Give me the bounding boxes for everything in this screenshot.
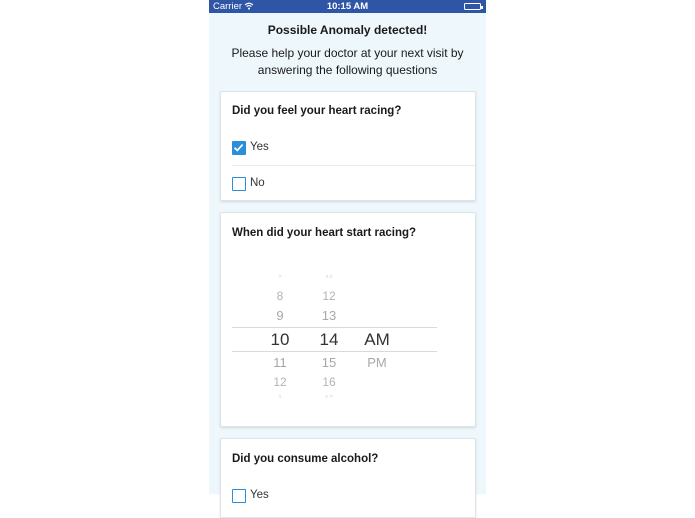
minute-option[interactable]: 11 [324,274,334,279]
period-option-selected[interactable]: AM [364,330,390,349]
phone-screen [209,0,486,501]
period-wheel[interactable] [357,275,397,407]
time-picker[interactable] [232,275,437,407]
minute-wheel[interactable] [309,275,349,407]
option-no[interactable] [221,166,475,202]
hour-option[interactable]: 7 [277,274,283,279]
picker-selection-line-top [232,327,437,328]
checkbox-icon[interactable] [232,177,246,191]
minute-option-selected[interactable]: 14 [319,330,339,349]
hour-option[interactable]: 9 [276,308,284,323]
period-option[interactable]: PM [367,355,387,370]
page-title: Possible Anomaly detected! [267,23,428,37]
option-yes[interactable] [221,130,475,166]
question-text: Did you consume alcohol? [232,453,379,465]
question-card-start-time [220,212,476,427]
question-card-alcohol [220,438,476,518]
option-label: No [250,177,265,189]
hour-wheel[interactable] [260,275,300,407]
status-bar [209,0,486,13]
minute-option[interactable]: 12 [322,289,336,303]
minute-option[interactable]: 17 [324,394,334,399]
hour-option[interactable]: 11 [273,355,287,370]
carrier-label: Carrier [213,1,243,12]
picker-selection-line-bottom [232,351,437,352]
hour-option-selected[interactable]: 10 [270,330,290,349]
option-label: Yes [250,489,269,501]
question-card-heart-racing [220,91,476,201]
page-subtitle: Please help your doctor at your next visit by answering the following questions [231,46,464,77]
clock-label: 10:15 AM [326,1,369,12]
question-text: When did your heart start racing? [232,227,417,239]
minute-option[interactable]: 13 [321,308,337,323]
hour-option[interactable]: 12 [273,375,287,389]
checkbox-icon[interactable] [232,489,246,503]
option-yes[interactable] [221,478,475,514]
checkbox-checked-icon[interactable] [232,141,246,155]
hour-option[interactable]: 1 [277,394,283,399]
option-label: Yes [250,141,269,153]
hour-option[interactable]: 8 [276,289,284,303]
battery-icon [464,3,481,10]
question-text: Did you feel your heart racing? [232,105,402,117]
minute-option[interactable]: 15 [321,355,337,370]
minute-option[interactable]: 16 [322,375,336,389]
